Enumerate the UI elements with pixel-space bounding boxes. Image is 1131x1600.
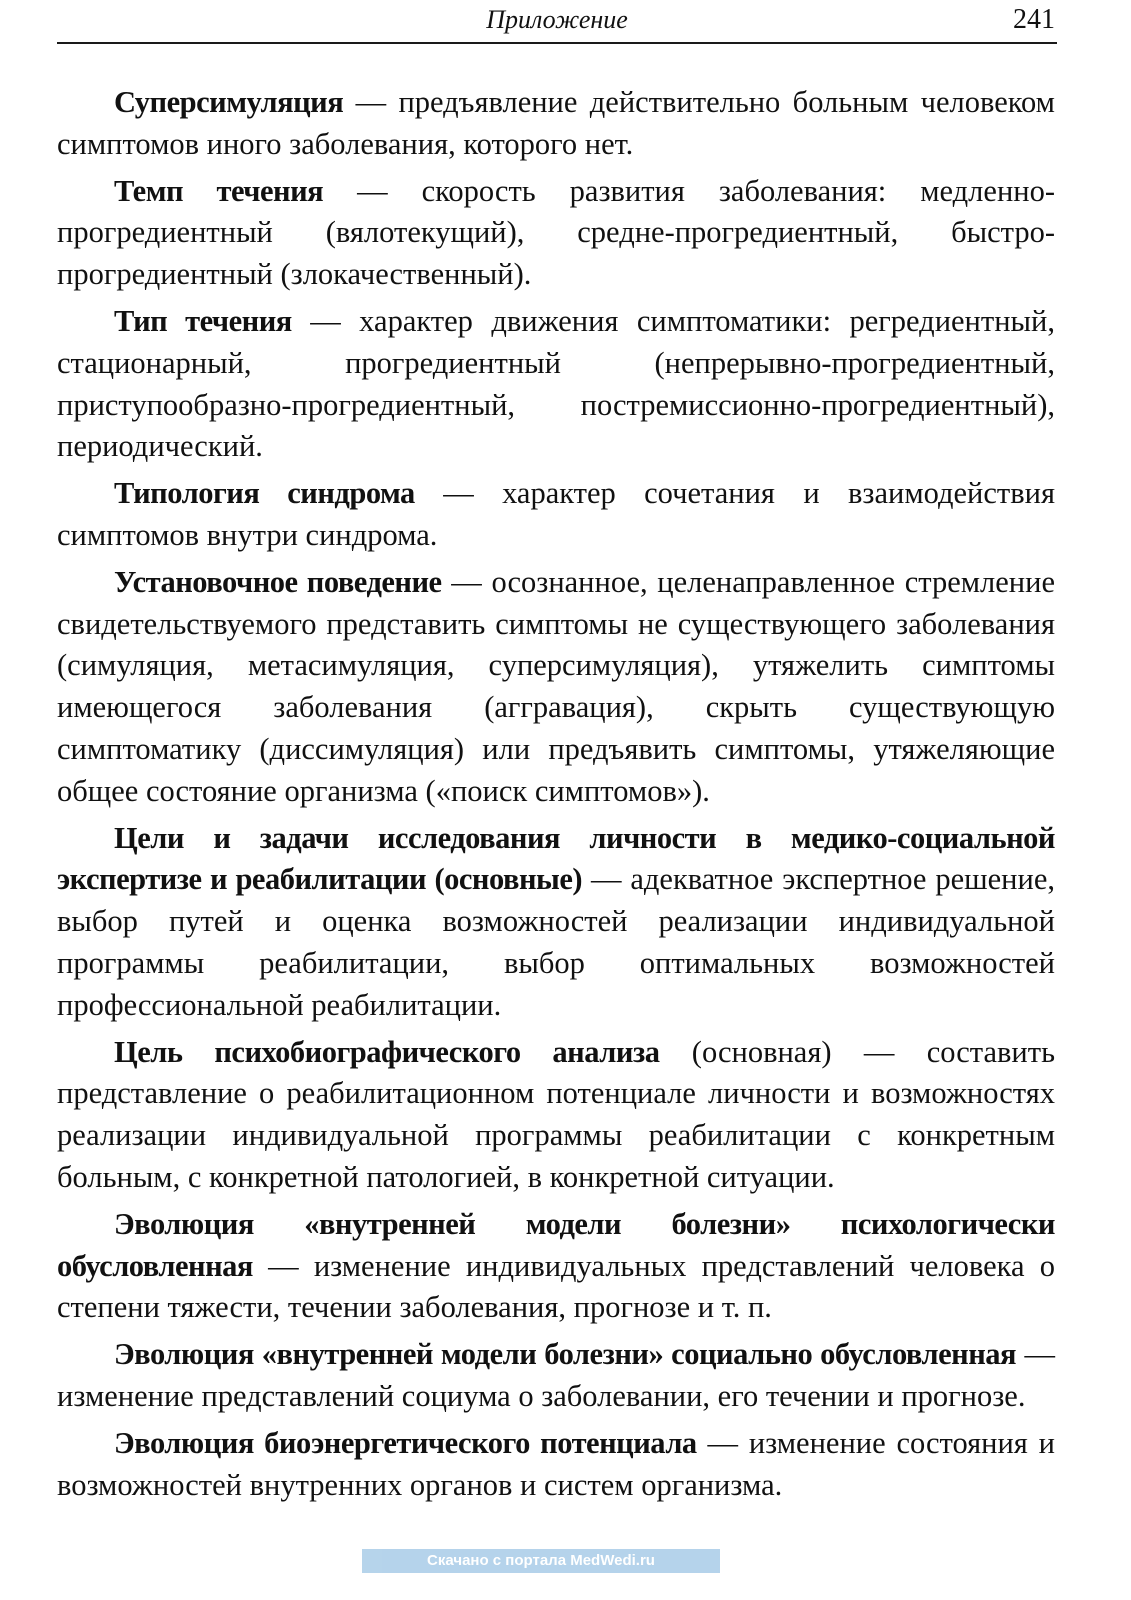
glossary-term: Эволюция «внутренней модели болезни» социально обусловленная — [114, 1337, 1017, 1372]
glossary-definition: — предъявление действительно больным человеком симптомов иного заболевания, которого нет. — [57, 85, 1055, 161]
glossary-term: Цели и задачи исследования личности в медико-социальной экспертизе и реабилитации (основные) — [57, 820, 1055, 897]
glossary-entry — [57, 1334, 1055, 1418]
glossary-term: Типология синдрома — [114, 476, 415, 511]
glossary-definition: — изменение представлений социума о заболевании, его течении и прогнозе. — [57, 1337, 1055, 1413]
download-watermark: Скачано с портала MedWedi.ru — [362, 1549, 720, 1573]
glossary-term: Темп течения — [114, 173, 324, 208]
glossary-definition: — изменение индивидуальных представлений человека о степени тяжести, течении заболевания, прогнозе и т. п. — [57, 1248, 1055, 1325]
glossary-entry — [57, 562, 1055, 813]
glossary-definition: — адекватное экспертное решение, выбор путей и оценка возможностей реализации индивидуальной программы реабилитации, выбор оптимальных возможностей профессиональной реабилитации. — [57, 862, 1055, 1022]
glossary-term: Суперсимуляция — [114, 85, 344, 119]
glossary-term: Цель психобиографического анализа — [114, 1034, 660, 1069]
glossary-entry — [57, 171, 1055, 296]
glossary-definition: — осознанное, целенаправленное стремление свидетельствуемого представить симптомы не существующего заболевания (симуляция, метасимуляция, суперсимуляция), утяжелить симптомы имеющегося заболевания (аггравация), скрыть существующую симптоматику (диссимуляция) или предъявить симптомы, утяжеляющие общее состояние организма («поиск симптомов»). — [57, 564, 1055, 808]
glossary-definition: — скорость развития заболевания: медленно-прогредиентный (вялотекущий), средне-прогредиентный, быстро-прогредиентный (злокачественный). — [57, 173, 1055, 292]
page-header — [57, 0, 1057, 44]
glossary-entry — [57, 1032, 1055, 1199]
glossary-term: Эволюция биоэнергетического потенциала — [114, 1425, 697, 1460]
glossary-term: Тип течения — [114, 303, 292, 338]
running-title: Приложение — [486, 5, 628, 34]
glossary-definition: — характер движения симптоматики: регредиентный, стационарный, прогредиентный (непрерывно-прогредиентный, приступообразно-прогредиентный, постремиссионно-прогредиентный), периодический. — [57, 303, 1055, 464]
glossary-entry — [57, 473, 1055, 557]
glossary-definition: — характер сочетания и взаимодействия симптомов внутри синдрома. — [57, 476, 1055, 552]
glossary-entry — [57, 1423, 1055, 1507]
glossary-definition: — изменение состояния и возможностей внутренних органов и систем организма. — [57, 1425, 1055, 1502]
glossary-body — [57, 82, 1055, 1511]
glossary-entry — [57, 301, 1055, 468]
glossary-term: Установочное поведение — [114, 564, 442, 599]
page-number: 241 — [1013, 4, 1055, 35]
glossary-entry — [57, 82, 1055, 166]
glossary-definition: (основная) — составить представление о реабилитационном потенциале личности и возможностях реализации индивидуальной программы реабилитации с конкретным больным, с конкретной патологией, в конкретной ситуации. — [57, 1034, 1055, 1194]
glossary-entry — [57, 1204, 1055, 1329]
glossary-term: Эволюция «внутренней модели болезни» психологически обусловленная — [57, 1206, 1055, 1283]
glossary-entry — [57, 818, 1055, 1027]
